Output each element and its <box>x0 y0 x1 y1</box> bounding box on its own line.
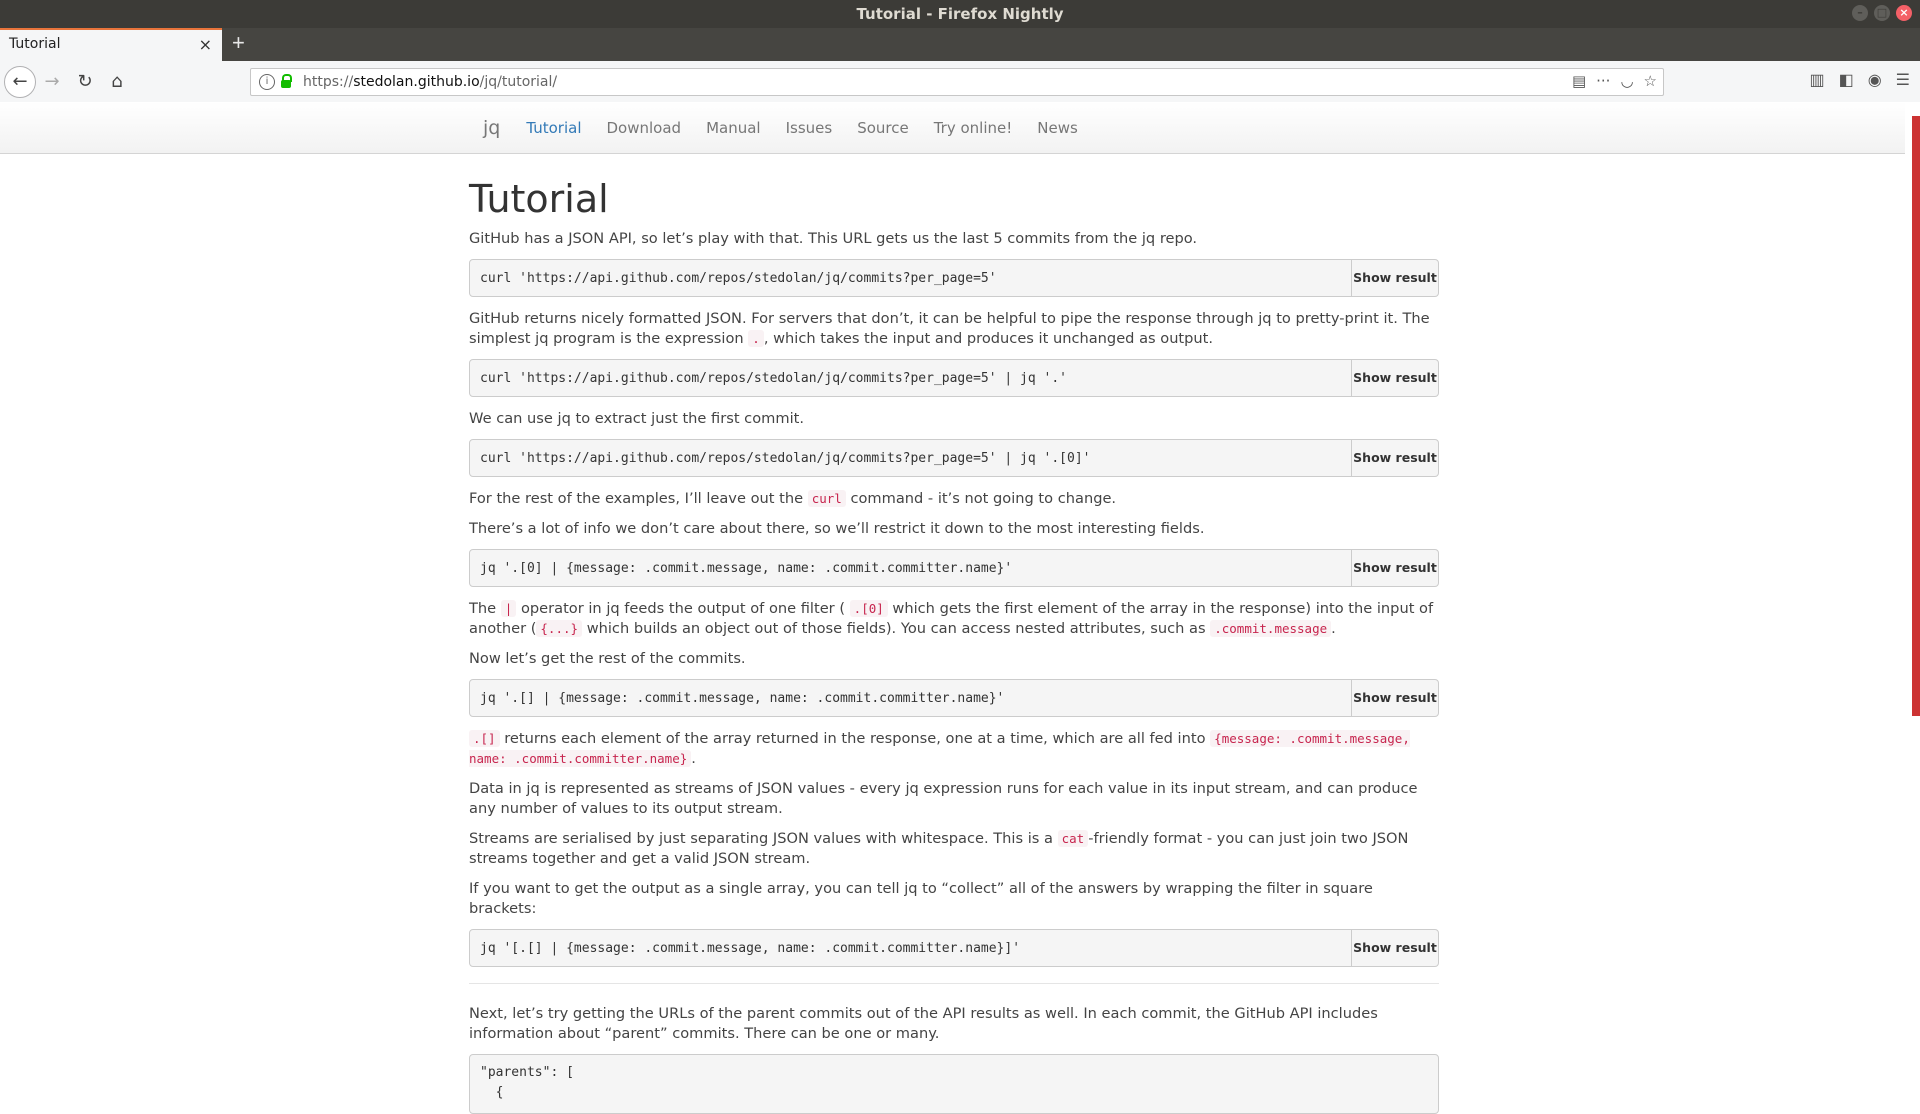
text: For the rest of the examples, I’ll leave out the <box>469 490 804 507</box>
paragraph-parents: Next, let’s try getting the URLs of the parent commits out of the API results as well. In each commit, the GitHub API includes information about “parent” commits. There can be one or many. <box>469 1005 1378 1042</box>
page-title: Tutorial <box>469 177 609 221</box>
close-window-button[interactable]: × <box>1896 5 1912 21</box>
example-2 <box>469 359 1439 397</box>
url-text[interactable] <box>303 74 557 90</box>
page-scrollbar[interactable] <box>1912 116 1920 716</box>
reload-button[interactable]: ↻ <box>77 71 93 92</box>
nav-toolbar <box>0 61 1920 103</box>
site-info-icon[interactable]: i <box>259 74 275 90</box>
nav-source[interactable]: Source <box>857 118 909 137</box>
example-3 <box>469 439 1439 477</box>
tutorial-content <box>469 172 1439 1114</box>
text: which gets the first element of the array in the response) into the input of another ( <box>469 600 1434 637</box>
nav-download[interactable]: Download <box>606 118 682 137</box>
site-navbar <box>0 102 1905 154</box>
paragraph-pipe-operator <box>469 599 1439 639</box>
tab-title: Tutorial <box>9 36 61 52</box>
example-command: curl 'https://api.github.com/repos/stedolan/jq/commits?per_page=5' <box>480 271 997 286</box>
show-result-button[interactable]: Show result <box>1351 550 1438 586</box>
nav-manual[interactable]: Manual <box>706 118 761 137</box>
show-result-button[interactable]: Show result <box>1351 930 1438 966</box>
paragraph-intro: GitHub has a JSON API, so let’s play with that. This URL gets us the last 5 commits from the jq repo. <box>469 230 1198 247</box>
text: command - it’s not going to change. <box>850 490 1117 507</box>
code-block-parents: "parents": [ { <box>469 1054 1439 1114</box>
new-tab-button[interactable]: + <box>232 30 245 55</box>
show-result-button[interactable]: Show result <box>1351 260 1438 296</box>
nav-tutorial[interactable]: Tutorial <box>526 118 582 137</box>
text: , which takes the input and produces it unchanged as output. <box>763 330 1214 347</box>
inline-code: cat <box>1058 830 1089 847</box>
text: operator in jq feeds the output of one filter ( <box>520 600 846 617</box>
example-1 <box>469 259 1439 297</box>
example-command: jq '.[0] | {message: .commit.message, name: .commit.committer.name}' <box>480 561 1013 576</box>
tab-close-icon[interactable]: × <box>198 35 212 54</box>
window-titlebar <box>0 0 1920 28</box>
show-result-button[interactable]: Show result <box>1351 440 1438 476</box>
reader-view-icon[interactable]: ▤ <box>1571 72 1587 90</box>
url-path: /jq/tutorial/ <box>479 74 558 90</box>
text: The <box>469 600 497 617</box>
example-5 <box>469 679 1439 717</box>
minimize-button[interactable]: – <box>1852 5 1868 21</box>
maximize-button[interactable]: □ <box>1874 5 1890 21</box>
url-prefix: https:// <box>303 74 354 90</box>
brand-link[interactable]: jq <box>483 116 501 139</box>
bookmark-star-icon[interactable]: ☆ <box>1643 72 1657 90</box>
inline-code: . <box>748 330 764 347</box>
text: which builds an object out of those fields). You can access nested attributes, such as <box>586 620 1206 637</box>
example-4 <box>469 549 1439 587</box>
paragraph-pretty-print <box>469 309 1439 349</box>
lock-icon <box>281 80 291 88</box>
inline-code: {message: .commit.message, name: .commit.committer.name} <box>469 731 1410 766</box>
library-icon[interactable]: ▥ <box>1809 72 1825 89</box>
text: . <box>691 750 696 767</box>
text: returns each element of the array returned in the response, one at a time, which are all fed into <box>504 730 1206 747</box>
nav-issues[interactable]: Issues <box>785 118 833 137</box>
inline-code: {...} <box>536 620 582 637</box>
text: -friendly format - you can just join two JSON streams together and get a valid JSON stream. <box>469 830 1409 867</box>
paragraph-curl <box>469 489 1439 509</box>
url-bar[interactable] <box>250 68 1664 96</box>
tab-strip <box>0 28 1920 61</box>
paragraph-serialised <box>469 829 1439 869</box>
nav-try-online[interactable]: Try online! <box>933 118 1013 137</box>
home-button[interactable]: ⌂ <box>111 71 123 92</box>
sidebar-icon[interactable]: ◧ <box>1838 72 1854 89</box>
paragraph-restrict: There’s a lot of info we don’t care about there, so we’ll restrict it down to the most interesting fields. <box>469 520 1205 537</box>
example-command: jq '[.[] | {message: .commit.message, name: .commit.committer.name}]' <box>480 941 1021 956</box>
show-result-button[interactable]: Show result <box>1351 360 1438 396</box>
text: Streams are serialised by just separating JSON values with whitespace. This is a <box>469 830 1053 847</box>
text: GitHub returns nicely formatted JSON. For servers that don’t, it can be helpful to pipe the response through jq to pretty-print it. The simplest jq program is the expression <box>469 310 1430 347</box>
page-actions-icon[interactable]: ··· <box>1596 72 1611 90</box>
url-host: stedolan.github.io <box>353 74 480 90</box>
example-command: curl 'https://api.github.com/repos/stedolan/jq/commits?per_page=5' | jq '.' <box>480 371 1067 386</box>
inline-code: curl <box>808 490 846 507</box>
back-button[interactable]: ← <box>4 66 36 98</box>
paragraph-first-commit: We can use jq to extract just the first commit. <box>469 410 804 427</box>
page-viewport <box>0 102 1920 1100</box>
tab-tutorial[interactable] <box>0 28 222 61</box>
example-command: curl 'https://api.github.com/repos/stedolan/jq/commits?per_page=5' | jq '.[0]' <box>480 451 1091 466</box>
example-6 <box>469 929 1439 967</box>
menu-icon[interactable]: ☰ <box>1895 72 1910 89</box>
inline-code: .[0] <box>850 600 888 617</box>
section-divider <box>469 983 1439 984</box>
paragraph-rest: Now let’s get the rest of the commits. <box>469 650 746 667</box>
example-command: jq '.[] | {message: .commit.message, name: .commit.committer.name}' <box>480 691 1005 706</box>
pocket-icon[interactable]: ◡ <box>1620 72 1634 90</box>
window-title: Tutorial - Firefox Nightly <box>856 5 1064 23</box>
show-result-button[interactable]: Show result <box>1351 680 1438 716</box>
text: . <box>1331 620 1336 637</box>
paragraph-iterate <box>469 729 1439 769</box>
paragraph-collect: If you want to get the output as a single array, you can tell jq to “collect” all of the answers by wrapping the filter in square brackets: <box>469 880 1373 917</box>
forward-button[interactable]: → <box>44 71 60 92</box>
paragraph-streams: Data in jq is represented as streams of JSON values - every jq expression runs for each value in its input stream, and can produce any number of values to its output stream. <box>469 780 1418 817</box>
inline-code: | <box>501 600 517 617</box>
nav-news[interactable]: News <box>1037 118 1078 137</box>
inline-code: .[] <box>469 730 500 747</box>
inline-code: .commit.message <box>1210 620 1331 637</box>
account-icon[interactable]: ◉ <box>1867 72 1882 89</box>
